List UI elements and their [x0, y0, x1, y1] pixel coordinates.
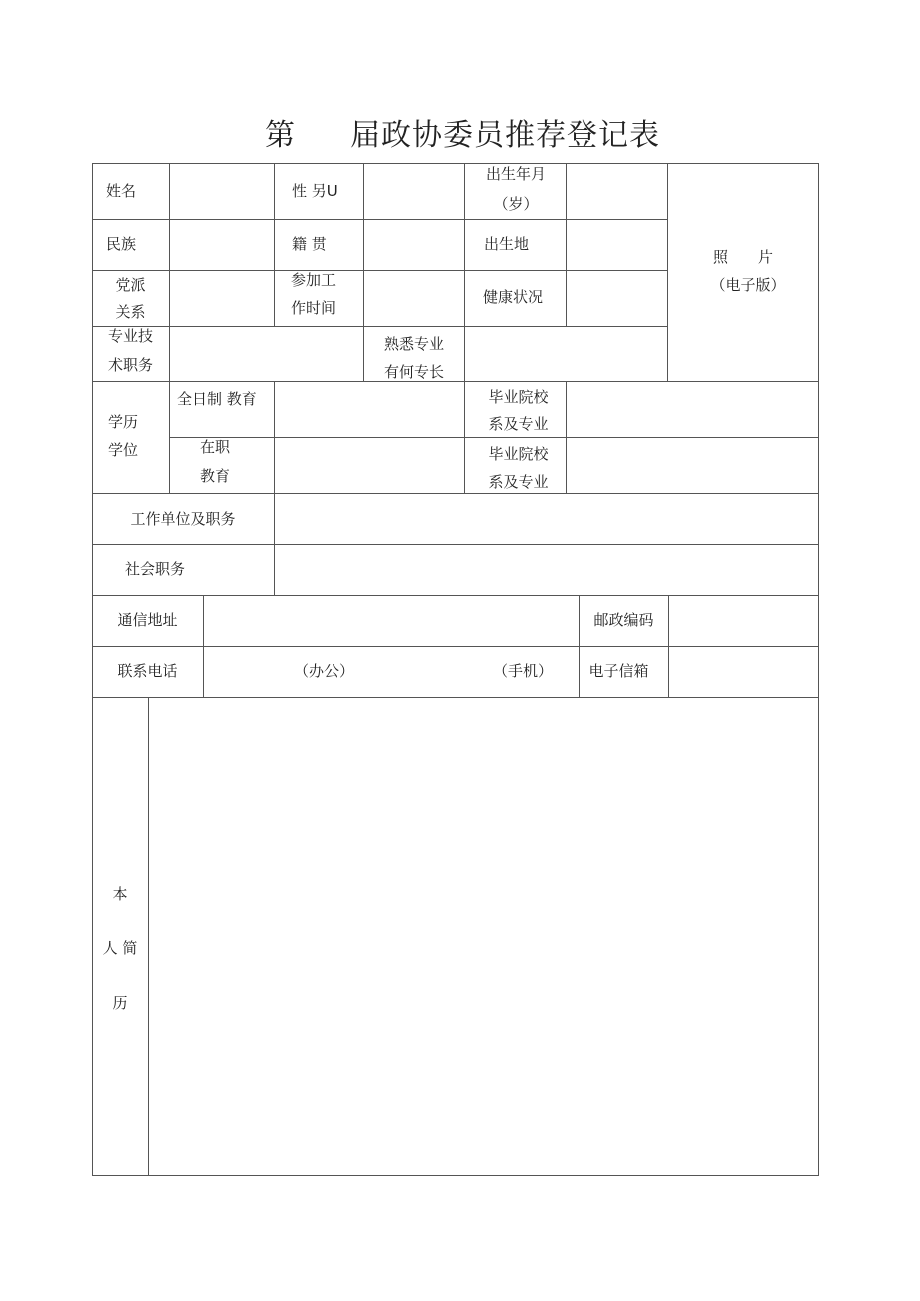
inservice-edu-field[interactable] [275, 438, 464, 493]
phone-field[interactable] [204, 647, 579, 697]
label-phone-mobile: （手机） [493, 662, 554, 680]
birthplace-field[interactable] [567, 220, 667, 270]
label-resume-3: 历 [112, 994, 128, 1012]
postcode-field[interactable] [669, 596, 818, 646]
label-photo-electronic: （电子版） [710, 276, 786, 294]
label-education: 学历 [107, 413, 138, 431]
label-gender: 性 另U [292, 182, 338, 200]
email-field[interactable] [669, 647, 818, 697]
resume-field[interactable] [149, 698, 818, 1175]
label-email: 电子信箱 [588, 662, 649, 680]
health-field[interactable] [567, 271, 667, 326]
label-postcode: 邮政编码 [593, 611, 654, 629]
label-phone: 联系电话 [117, 662, 178, 680]
label-birth-date: 出生年月 [485, 165, 546, 183]
work-start-field[interactable] [364, 271, 464, 326]
birth-date-field[interactable] [567, 164, 667, 219]
col-line [274, 163, 275, 327]
label-party-relation: 关系 [115, 303, 146, 321]
school-field[interactable] [567, 382, 818, 437]
col-line [464, 381, 465, 494]
label-name: 姓名 [106, 182, 137, 200]
label-school-major: 系及专业 [488, 415, 549, 433]
gender-field[interactable] [364, 164, 464, 219]
label-school-major-2: 系及专业 [488, 473, 549, 491]
label-address: 通信地址 [117, 611, 178, 629]
label-phone-office: （办公） [294, 662, 355, 680]
label-tech-title-2: 术职务 [107, 356, 153, 374]
label-native-place: 籍 贯 [292, 235, 327, 253]
col-line [464, 163, 465, 327]
border-bottom [92, 1175, 819, 1176]
label-social-role: 社会职务 [124, 560, 185, 578]
label-inservice-2: 教育 [199, 467, 230, 485]
label-expertise-2: 有何专长 [383, 363, 444, 381]
native-place-field[interactable] [364, 220, 464, 270]
label-inservice: 在职 [199, 438, 230, 456]
address-field[interactable] [204, 596, 579, 646]
name-field[interactable] [170, 164, 274, 219]
ethnicity-field[interactable] [170, 220, 274, 270]
social-role-field[interactable] [275, 545, 818, 595]
label-birth-age: （岁） [493, 195, 539, 213]
label-expertise: 熟悉专业 [383, 335, 444, 353]
label-party: 党派 [115, 276, 146, 294]
label-work-start: 参加工 [291, 271, 337, 289]
label-degree: 学位 [107, 441, 138, 459]
fulltime-edu-field[interactable] [275, 382, 464, 437]
title-main: 届政协委员推荐登记表 [350, 118, 660, 153]
label-resume-2: 人 简 [102, 939, 138, 957]
photo-upload-area[interactable] [668, 164, 818, 381]
label-tech-title: 专业技 [107, 327, 153, 345]
party-field[interactable] [170, 271, 274, 326]
border-right [818, 163, 819, 1176]
label-work-unit: 工作单位及职务 [130, 510, 236, 528]
title-prefix: 第 [265, 118, 295, 153]
expertise-field[interactable] [465, 327, 667, 381]
school-field-2[interactable] [567, 438, 818, 493]
label-school: 毕业院校 [488, 388, 549, 406]
label-birthplace: 出生地 [484, 235, 530, 253]
label-resume-1: 本 [112, 885, 128, 903]
label-health: 健康状况 [483, 288, 544, 306]
label-school-2: 毕业院校 [488, 445, 549, 463]
label-fulltime-edu: 全日制 教育 [177, 390, 257, 408]
label-ethnicity: 民族 [106, 235, 137, 253]
label-work-start-time: 作时间 [291, 299, 337, 317]
work-unit-field[interactable] [275, 494, 818, 544]
label-photo: 照 片 [712, 248, 773, 266]
tech-title-field[interactable] [170, 327, 363, 381]
